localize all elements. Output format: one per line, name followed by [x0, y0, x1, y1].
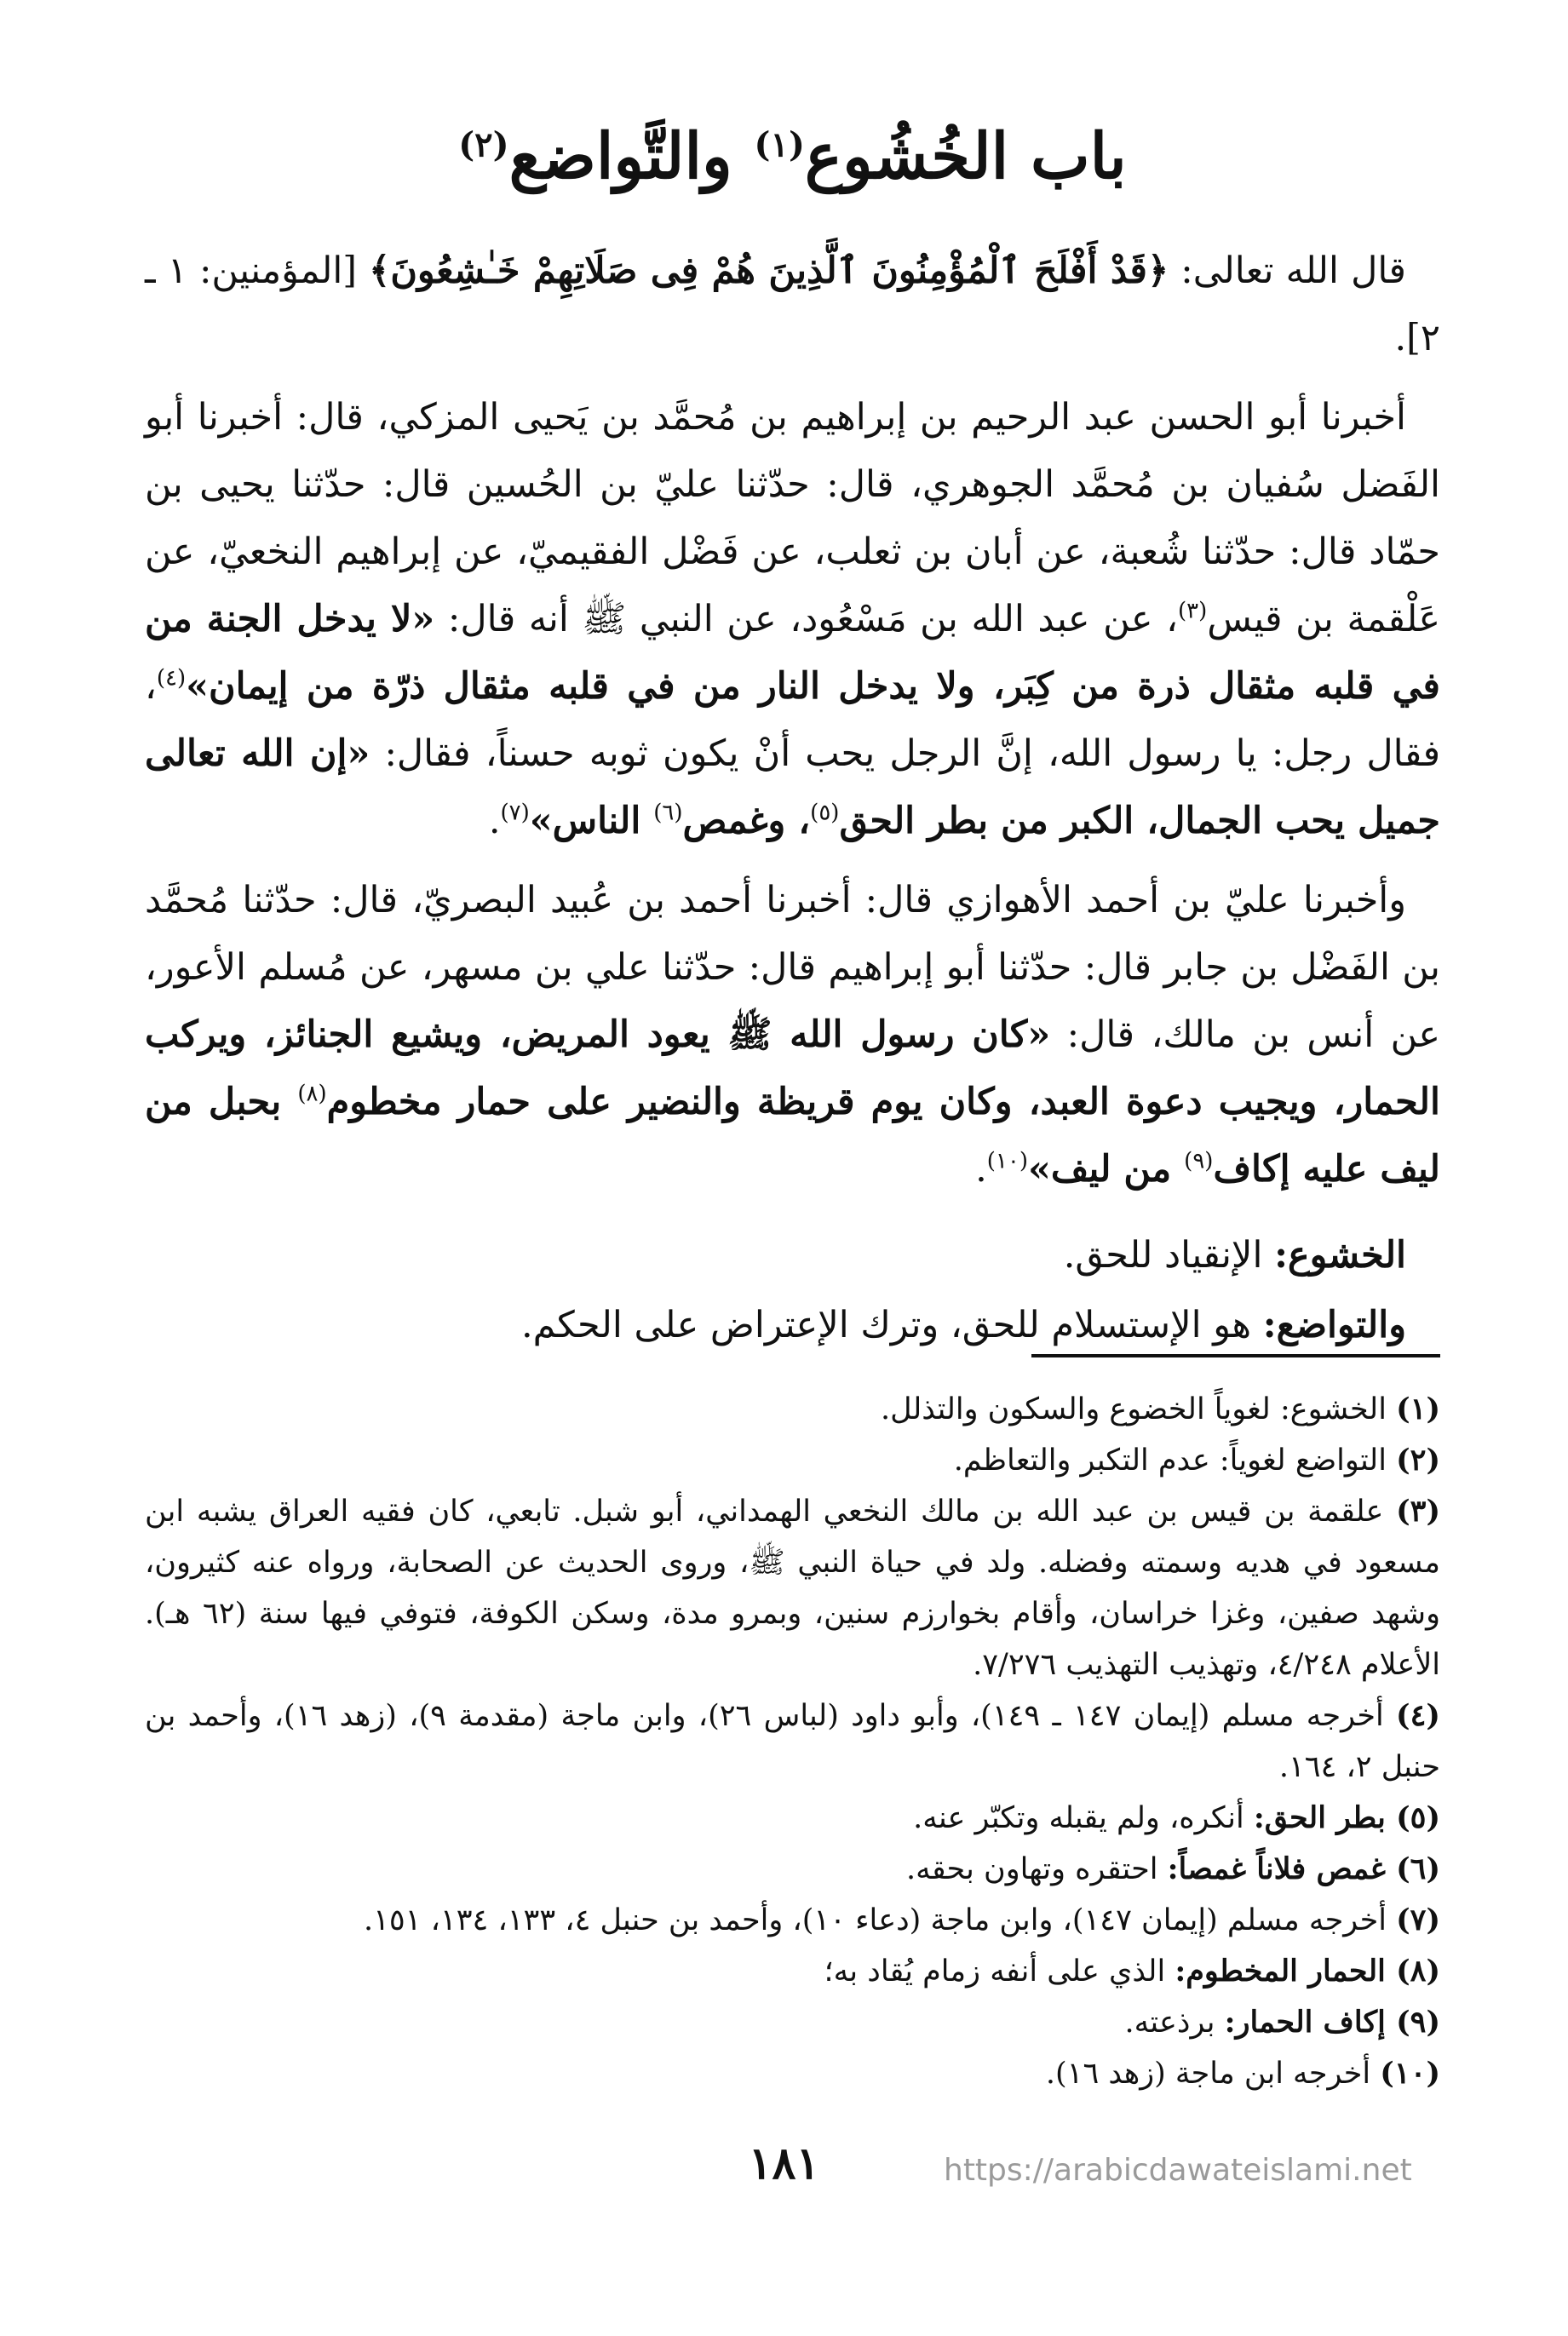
footnote-1 — [145, 1384, 1440, 1435]
title-note-1: (١) — [754, 124, 805, 165]
footnote-text: احتقره وتهاون بحقه. — [905, 1852, 1168, 1886]
footnote-ref-6: (٦) — [653, 800, 683, 826]
narration-text: ، فقال رجل: يا رسول الله، إنَّ الرجل يحب أنْ يكون ثوبه حسناً، فقال: — [145, 664, 1441, 775]
footnote-text: أخرجه مسلم (إيمان ١٤٧)، وابن ماجة (دعاء ١٠)، وأحمد بن حنبل ٤، ١٣٣، ١٣٤، ١٥١. — [363, 1903, 1397, 1937]
verse-reference: [المؤمنين: ١ ـ ٢]. — [145, 249, 1440, 359]
footnote-8 — [145, 1946, 1440, 1997]
paragraph-hadith-2 — [145, 867, 1440, 1203]
paragraph-end: . — [488, 799, 501, 842]
footnote-separator — [1031, 1354, 1440, 1357]
footnote-number: (١) — [1396, 1392, 1440, 1426]
footnote-number: (١٠) — [1380, 2056, 1440, 2091]
footnote-text: الذي على أنفه زمام يُقاد به؛ — [824, 1954, 1175, 1989]
isnad-text: أخبرنا أبو الحسن عبد الرحيم بن إبراهيم بن مُحمَّد بن يَحيى المزكي، قال: أخبرنا أبو الفَضل سُفيان بن مُحمَّد الجوهري، قال: حدّثنا عليّ بن الحُسين قال: حدّثنا يحيى بن حمّاد قال: حدّثنا شُعبة، عن أبان بن ثعلب، عن فَضْل الفقيميّ، عن إبراهيم النخعيّ، عن عَلْقمة بن قيس — [145, 395, 1440, 640]
definition-term: الخشوع: — [1274, 1233, 1406, 1277]
footnote-term: غمص فلاناً غمصاً: — [1167, 1851, 1397, 1886]
footnote-number: (٢) — [1396, 1443, 1440, 1478]
main-text — [145, 238, 1440, 1360]
hadith-text: «لا يدخل الجنة من في قلبه مثقال ذرة من كِبَر، ولا يدخل النار من في قلبه مثقال ذرّة من إيمان» — [145, 597, 1440, 708]
footnote-number: (٩) — [1396, 2005, 1440, 2040]
definition-khushu — [145, 1220, 1440, 1290]
footnote-7 — [145, 1895, 1440, 1946]
footnote-4 — [145, 1690, 1440, 1793]
definition-text: الإنقياد للحق. — [1063, 1233, 1275, 1277]
chapter-title — [145, 119, 1440, 195]
title-connector: والتَّواضع — [508, 120, 755, 193]
footnote-term: بطر الحق: — [1253, 1800, 1397, 1835]
title-text: باب الخُشُوع — [804, 120, 1127, 193]
footnote-text: أخرجه ابن ماجة (زهد ١٦). — [1045, 2057, 1381, 2091]
footnote-10 — [145, 2048, 1440, 2099]
paragraph-verse — [145, 238, 1440, 372]
footnote-text: علقمة بن قيس بن عبد الله بن مالك النخعي الهمداني، أبو شبل. تابعي، كان فقيه العراق يشبه ابن مسعود في هديه وسمته وفضله. ولد في حياة النبي ﷺ، وروى الحديث عن الصحابة، ورواه عنه كثيرون، وشهد صفين، وغزا خراسان، وأقام بخوارزم سنين، وبمرو مدة، وسكن الكوفة، فتوفي فيها سنة (٦٢ هـ). الأعلام ٤/٢٤٨، وتهذيب التهذيب ٧/٢٧٦. — [145, 1495, 1440, 1682]
footnote-ref-3: (٣) — [1177, 598, 1208, 624]
paragraph-hadith-1 — [145, 384, 1440, 855]
hadith-text: من ليف» — [1028, 1147, 1185, 1191]
footnotes — [145, 1384, 1440, 2099]
footnote-number: (٦) — [1396, 1851, 1440, 1886]
page-number: ١٨١ — [748, 2138, 820, 2190]
title-note-2: (٢) — [458, 124, 509, 165]
isnad-text: ، عن عبد الله بن مَسْعُود، عن النبي ﷺ أنه قال: — [434, 597, 1178, 640]
footnote-term: إكاف الحمار: — [1224, 2005, 1397, 2040]
footnote-5 — [145, 1793, 1440, 1844]
footnote-text: أنكره، ولم يقبله وتكبّر عنه. — [913, 1801, 1254, 1835]
hadith-text: «كان رسول الله ﷺ يعود المريض، ويشيع الجنائز، ويركب الحمار، ويجيب دعوة العبد، وكان يوم قريظة والنضير على حمار مخطوم — [145, 1013, 1440, 1123]
definition-tawadu — [145, 1290, 1440, 1360]
footnote-number: (٧) — [1396, 1903, 1440, 1937]
footnote-number: (٣) — [1396, 1494, 1440, 1529]
hadith-text: بحبل من ليف عليه إكاف — [145, 1080, 1440, 1191]
footnote-ref-9: (٩) — [1184, 1148, 1214, 1174]
footnote-number: (٤) — [1396, 1698, 1440, 1733]
hadith-text: «إن الله تعالى جميل يحب الجمال، الكبر من بطر الحق — [145, 732, 1440, 842]
paragraph-end: . — [975, 1147, 987, 1191]
watermark-url: https://arabicdawateislami.net — [944, 2153, 1412, 2188]
footnote-term: الحمار المخطوم: — [1175, 1954, 1397, 1989]
footnote-9 — [145, 1997, 1440, 2048]
footnote-ref-5: (٥) — [810, 800, 840, 826]
hadith-text: الناس» — [529, 799, 654, 842]
footnote-ref-7: (٧) — [500, 800, 530, 826]
footnote-number: (٨) — [1396, 1954, 1440, 1989]
quran-verse: ﴿قَدْ أَفْلَحَ ٱلْمُؤْمِنُونَ ٱلَّذِينَ هُمْ فِى صَلَاتِهِمْ خَـٰشِعُونَ﴾ — [369, 249, 1169, 292]
footnote-text: التواضع لغوياً: عدم التكبر والتعاظم. — [953, 1443, 1397, 1478]
definition-text: هو الإستسلام للحق، وترك الإعتراض على الحكم. — [521, 1303, 1263, 1346]
footnote-text: برذعته. — [1124, 2006, 1225, 2040]
footnote-text: أخرجه مسلم (إيمان ١٤٧ ـ ١٤٩)، وأبو داود (لباس ٢٦)، وابن ماجة (مقدمة ٩)، (زهد ١٦)، وأحمد بن حنبل ٢، ١٦٤. — [145, 1699, 1440, 1784]
footnote-3 — [145, 1486, 1440, 1690]
definition-term: والتواضع: — [1262, 1303, 1406, 1346]
footnote-ref-10: (١٠) — [986, 1148, 1028, 1174]
footnote-text: الخشوع: لغوياً الخضوع والسكون والتذلل. — [880, 1392, 1397, 1426]
footnote-2 — [145, 1435, 1440, 1486]
definitions — [145, 1220, 1440, 1360]
footnote-6 — [145, 1844, 1440, 1895]
verse-intro: قال الله تعالى: — [1169, 249, 1406, 292]
footnote-ref-4: (٤) — [156, 665, 187, 692]
isnad-text: وأخبرنا عليّ بن أحمد الأهوازي قال: أخبرنا أحمد بن عُبيد البصريّ، قال: حدّثنا مُحمَّد بن الفَضْل بن جابر قال: حدّثنا أبو إبراهيم قال: حدّثنا علي بن مسهر، عن مُسلم الأعور، عن أنس بن مالك، قال: — [145, 878, 1440, 1056]
hadith-text: ، وغمص — [682, 799, 811, 842]
footnote-number: (٥) — [1396, 1800, 1440, 1835]
footnote-ref-8: (٨) — [297, 1081, 327, 1107]
